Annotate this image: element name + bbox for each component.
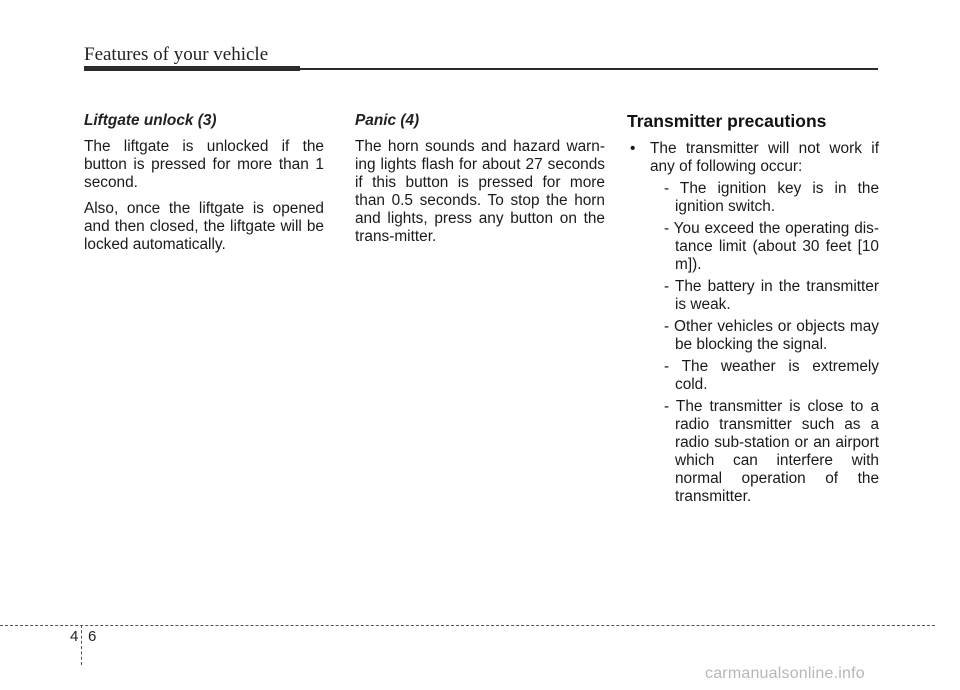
panic-paragraph: The horn sounds and hazard warn-ing lights flash for about 27 seconds if this button is pressed for more than 0.5 seconds. To stop the horn and lights, press any button on the trans-mitter. <box>355 138 605 245</box>
precautions-bullet <box>627 140 879 506</box>
condition-item: - Other vehicles or objects may be blocking the signal. <box>664 318 879 353</box>
precautions-conditions <box>650 180 879 506</box>
footer-dashed-rule <box>0 625 935 626</box>
condition-item: - The ignition key is in the ignition switch. <box>664 180 879 215</box>
condition-item: - The weather is extremely cold. <box>664 358 879 393</box>
condition-item: - You exceed the operating dis-tance limit (about 30 feet [10 m]). <box>664 220 879 273</box>
footer-dashed-divider <box>81 625 82 665</box>
page-number: 6 <box>88 628 97 645</box>
watermark-text: carmanualsonline.info <box>705 665 865 682</box>
liftgate-unlock-heading: Liftgate unlock (3) <box>84 112 217 129</box>
precautions-list <box>627 140 879 506</box>
transmitter-precautions-heading: Transmitter precautions <box>627 111 827 131</box>
liftgate-paragraph-2: Also, once the liftgate is opened and then closed, the liftgate will be locked automatically. <box>84 200 324 253</box>
panic-heading: Panic (4) <box>355 112 420 129</box>
page-chapter-number: 4 <box>70 628 79 645</box>
column-transmitter-precautions <box>627 112 879 510</box>
column-panic <box>355 112 605 254</box>
page-header-title: Features of your vehicle <box>84 44 269 65</box>
condition-item: - The battery in the transmitter is weak. <box>664 278 879 313</box>
condition-item: - The transmitter is close to a radio transmitter such as a radio sub-station or an airport which can interfere with normal operation of the transmitter. <box>664 398 879 505</box>
header-rule-thick <box>84 66 300 71</box>
column-liftgate-unlock <box>84 112 324 262</box>
precautions-bullet-text: The transmitter will not work if any of following occur: <box>650 140 879 175</box>
liftgate-paragraph-1: The liftgate is unlocked if the button is pressed for more than 1 second. <box>84 138 324 191</box>
header-rule-thin <box>300 68 878 70</box>
